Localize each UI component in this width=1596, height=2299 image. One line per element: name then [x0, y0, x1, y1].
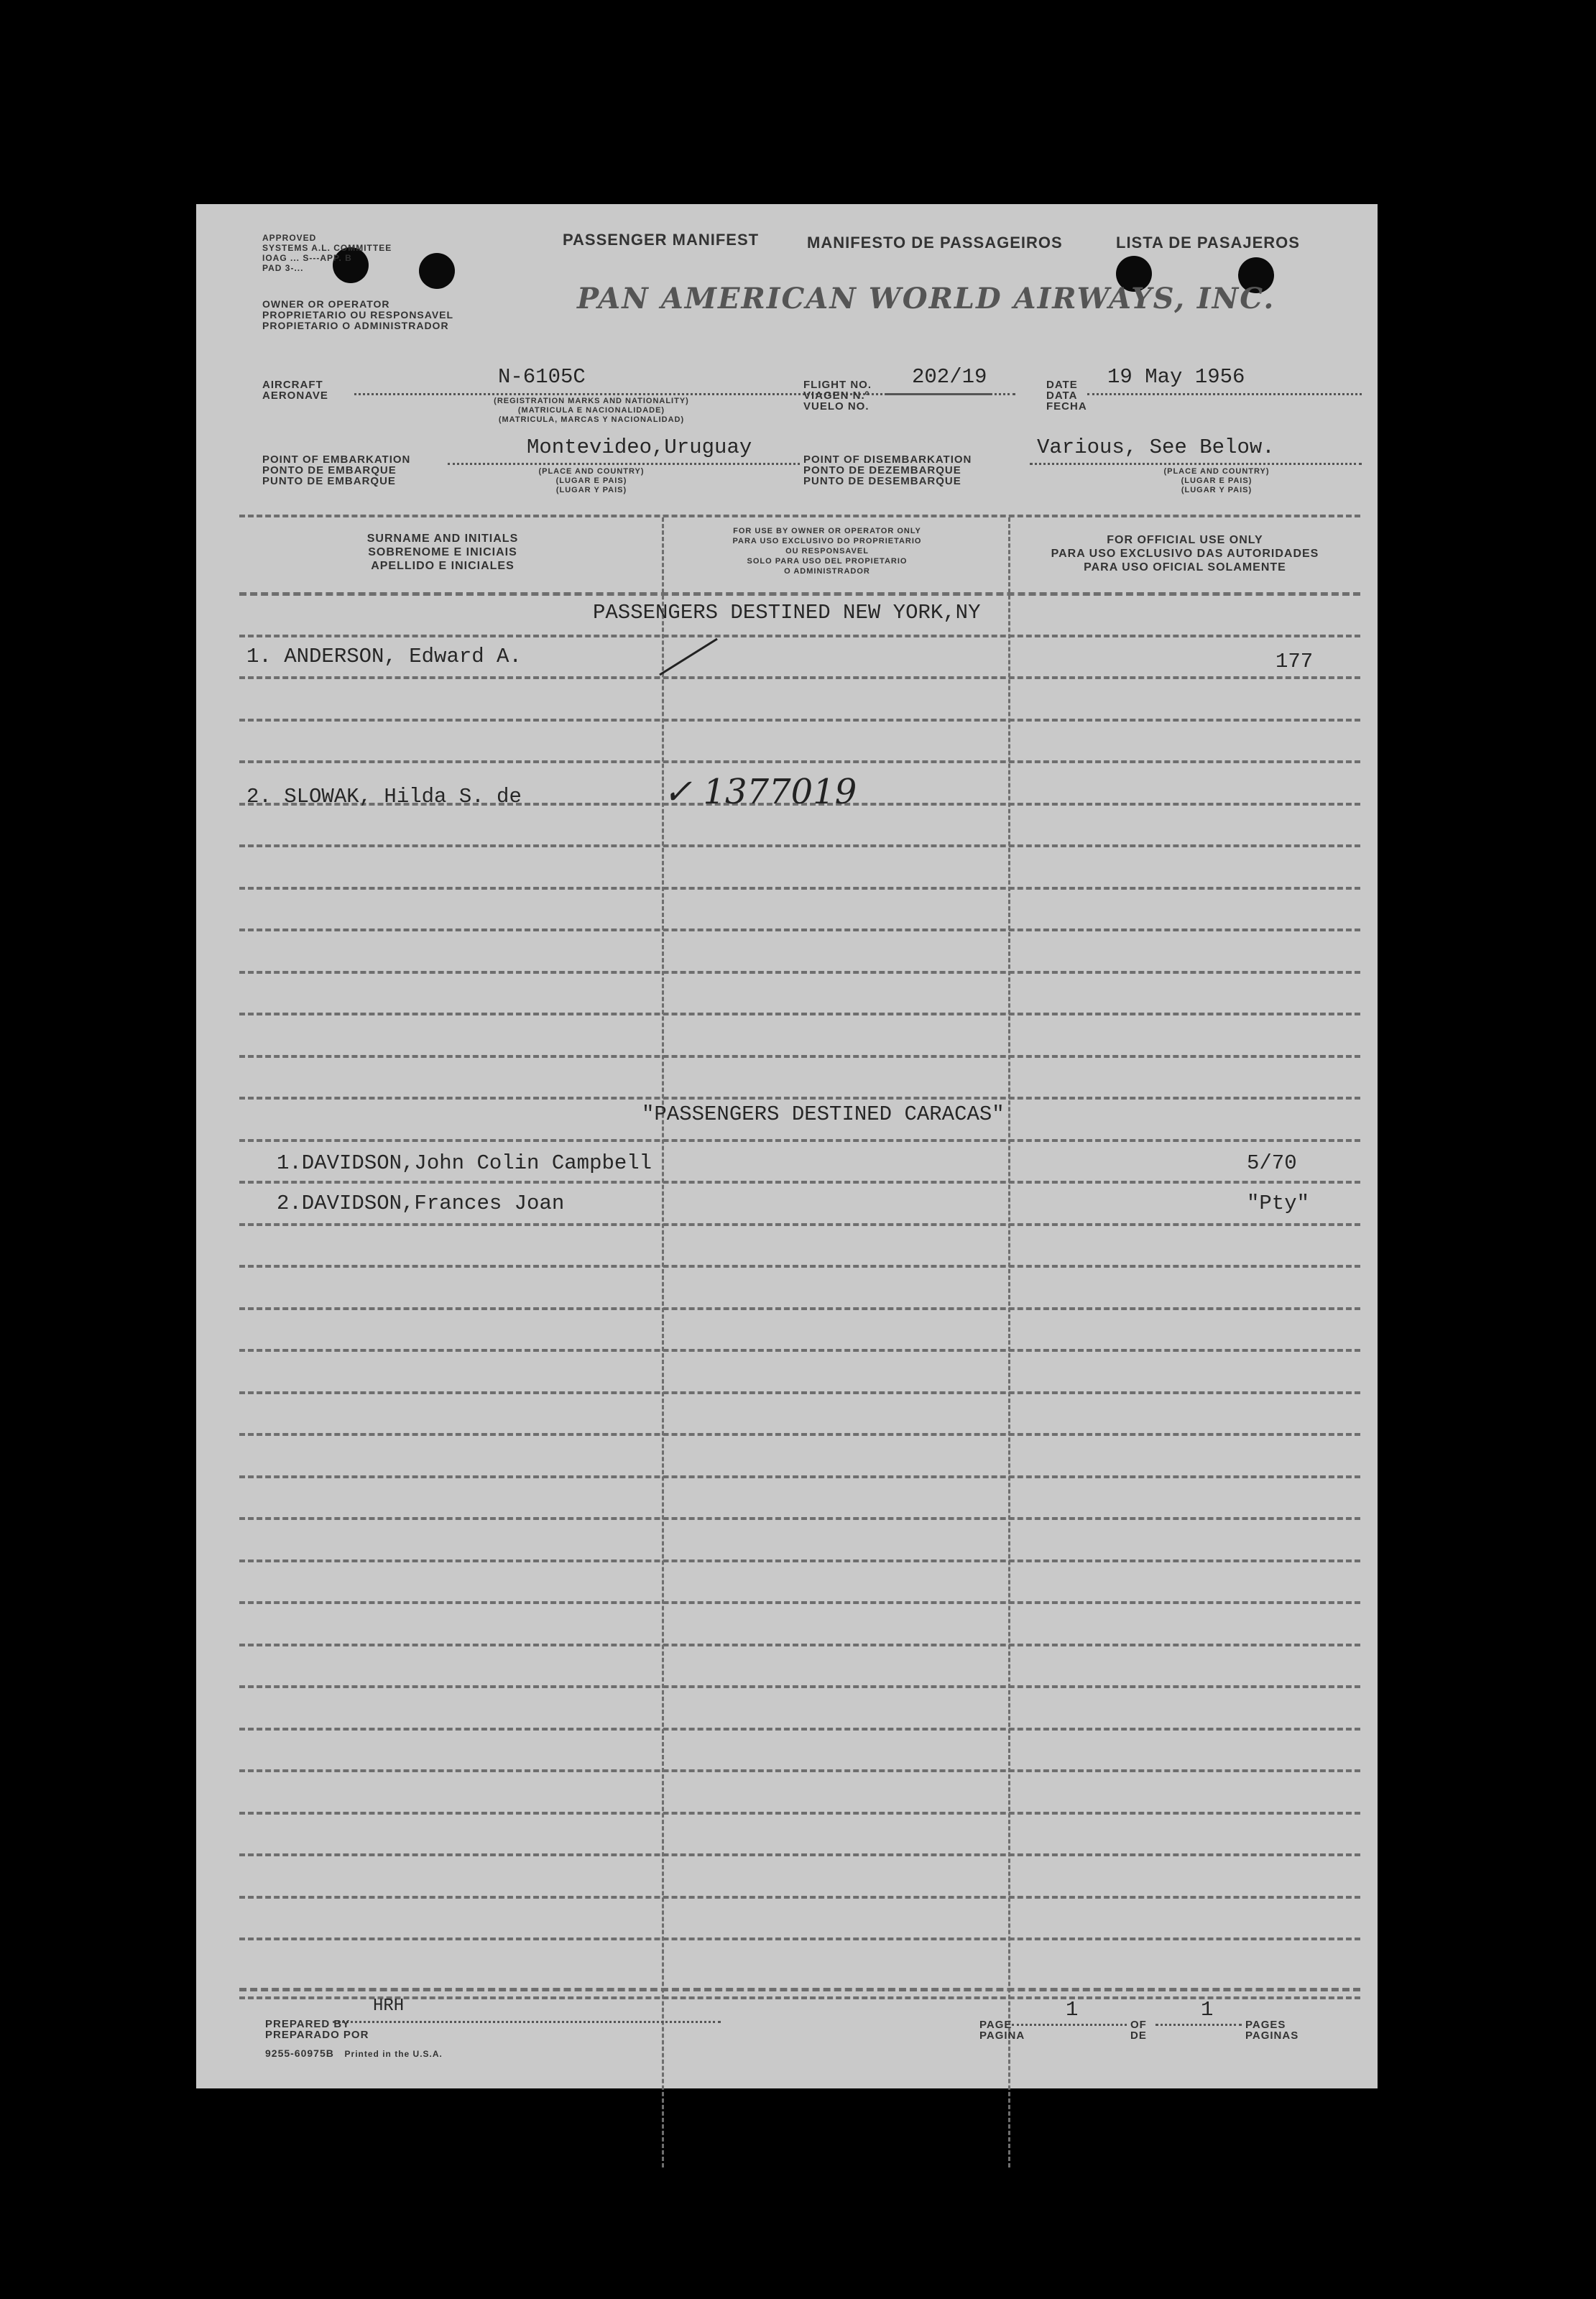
preparer-initials: HRH: [373, 1996, 405, 2016]
title-en: PASSENGER MANIFEST: [563, 231, 760, 249]
embark-place-caption: (PLACE AND COUNTRY) (LUGAR E PAIS) (LUGAR Y PAIS): [538, 467, 645, 494]
preparer-underline: [333, 2021, 721, 2023]
page-value: 1: [1066, 1998, 1079, 2022]
row-rule: [239, 1559, 1360, 1562]
date-label: DATE DATA FECHA: [1046, 379, 1087, 413]
row-rule: [239, 1307, 1360, 1310]
row-rule: [239, 1812, 1360, 1815]
page-underline: [1012, 2024, 1127, 2026]
page-label: PAGE PAGINA: [979, 2019, 1025, 2042]
passenger-4-name: 2.DAVIDSON,Frances Joan: [277, 1192, 565, 1215]
row-rule: [239, 1265, 1360, 1268]
column-divider-1: [662, 517, 664, 2167]
row-rule: [239, 1181, 1360, 1184]
passenger-3-official: 5/70: [1247, 1151, 1297, 1175]
disembark-place-caption: (PLACE AND COUNTRY) (LUGAR E PAIS) (LUGAR Y PAIS): [1163, 467, 1270, 494]
approval-note: APPROVED SYSTEMS A.L. COMMITTEE IOAG ... S---APP. B PAD 3-...: [262, 233, 392, 273]
row-rule: [239, 676, 1360, 679]
row-rule: [239, 719, 1360, 722]
row-rule: [239, 1475, 1360, 1478]
passenger-3-name: 1.DAVIDSON,John Colin Campbell: [277, 1151, 652, 1175]
row-rule: [239, 592, 1360, 596]
row-rule: [239, 1223, 1360, 1226]
disembark-value: Various, See Below.: [1037, 436, 1275, 459]
bottom-rule-2: [239, 1996, 1360, 1999]
registration-caption: (REGISTRATION MARKS AND NATIONALITY) (MATRICULA E NACIONALIDADE) (MATRICULA, MARCAS Y NACIONALIDAD): [494, 397, 689, 424]
title-es: LISTA DE PASAJEROS: [1116, 234, 1300, 252]
section-title-new-york: PASSENGERS DESTINED NEW YORK,NY: [593, 601, 981, 625]
pages-underline: [1156, 2024, 1242, 2026]
passenger-2-name: 2. SLOWAK, Hilda S. de: [246, 785, 522, 808]
row-rule: [239, 929, 1360, 931]
pages-label: PAGES PAGINAS: [1245, 2019, 1299, 2042]
row-rule: [239, 1644, 1360, 1646]
col1-header: SURNAME AND INITIALS SOBRENOME E INICIAIS APELLIDO E INICIALES: [366, 533, 519, 572]
date-underline: [1087, 393, 1362, 395]
date-value: 19 May 1956: [1107, 365, 1245, 389]
row-rule: [239, 1728, 1360, 1731]
row-rule: [239, 1938, 1360, 1940]
row-rule: [239, 1055, 1360, 1058]
title-pt: MANIFESTO DE PASSAGEIROS: [807, 234, 1063, 252]
col3-header: FOR OFFICIAL USE ONLY PARA USO EXCLUSIVO DAS AUTORIDADES PARA USO OFICIAL SOLAMENTE: [1051, 534, 1319, 573]
row-rule: [239, 1433, 1360, 1436]
pages-value: 1: [1201, 1998, 1214, 2022]
row-rule: [239, 1853, 1360, 1856]
disembark-label: POINT OF DISEMBARKATION PONTO DE DEZEMBARQUE PUNTO DE DESEMBARQUE: [803, 453, 972, 487]
owner-label: OWNER OR OPERATOR PROPRIETARIO OU RESPONSAVEL PROPIETARIO O ADMINISTRADOR: [262, 298, 454, 331]
of-label: OF DE: [1130, 2019, 1147, 2042]
flight-underline: [886, 393, 1015, 395]
punch-hole-2: [419, 253, 455, 289]
embark-underline: [448, 463, 800, 465]
column-divider-2: [1008, 517, 1010, 2167]
airline-name: PAN AMERICAN WORLD AIRWAYS, INC.: [577, 282, 1276, 315]
col2-header: FOR USE BY OWNER OR OPERATOR ONLY PARA USO EXCLUSIVO DO PROPRIETARIO OU RESPONSAVEL SOLO PARA USO DEL PROPIETARIO O ADMINISTRADOR: [732, 527, 922, 576]
row-rule: [239, 1685, 1360, 1688]
bottom-rule-1: [239, 1988, 1360, 1991]
row-rule: [239, 971, 1360, 974]
row-rule: [239, 635, 1360, 637]
row-rule: [239, 1517, 1360, 1520]
form-number: 9255-60975B Printed in the U.S.A.: [265, 2047, 443, 2059]
row-rule: [239, 887, 1360, 890]
header-top-rule: [239, 515, 1360, 517]
section-title-caracas: "PASSENGERS DESTINED CARACAS": [642, 1102, 1005, 1126]
slash-mark-icon: [656, 635, 721, 678]
row-rule: [239, 1391, 1360, 1394]
row-rule: [239, 844, 1360, 847]
flight-value: 202/19: [912, 365, 987, 389]
row-rule: [239, 1013, 1360, 1015]
passenger-4-official: "Pty": [1247, 1192, 1310, 1215]
embark-value: Montevideo,Uruguay: [527, 436, 752, 459]
row-rule: [239, 1769, 1360, 1772]
row-rule: [239, 1097, 1360, 1100]
aircraft-value: N-6105C: [498, 365, 586, 389]
row-rule: [239, 1601, 1360, 1604]
flight-label: FLIGHT NO. VIAGEN N.º VUELO NO.: [803, 379, 872, 413]
disembark-underline: [1030, 463, 1362, 465]
row-rule: [239, 1139, 1360, 1142]
passenger-1-name: 1. ANDERSON, Edward A.: [246, 645, 522, 668]
manifest-page: [196, 204, 1378, 2088]
passenger-1-official: 177: [1276, 650, 1314, 673]
row-rule: [239, 1896, 1360, 1899]
aircraft-label: AIRCRAFT AERONAVE: [262, 379, 328, 402]
row-rule: [239, 760, 1360, 763]
passenger-2-handwritten-number: ✓ 1377019: [663, 772, 857, 812]
embark-label: POINT OF EMBARKATION PONTO DE EMBARQUE PUNTO DE EMBARQUE: [262, 453, 411, 487]
row-rule: [239, 1349, 1360, 1352]
prepared-label: PREPARED BY PREPARADO POR: [265, 2018, 369, 2041]
